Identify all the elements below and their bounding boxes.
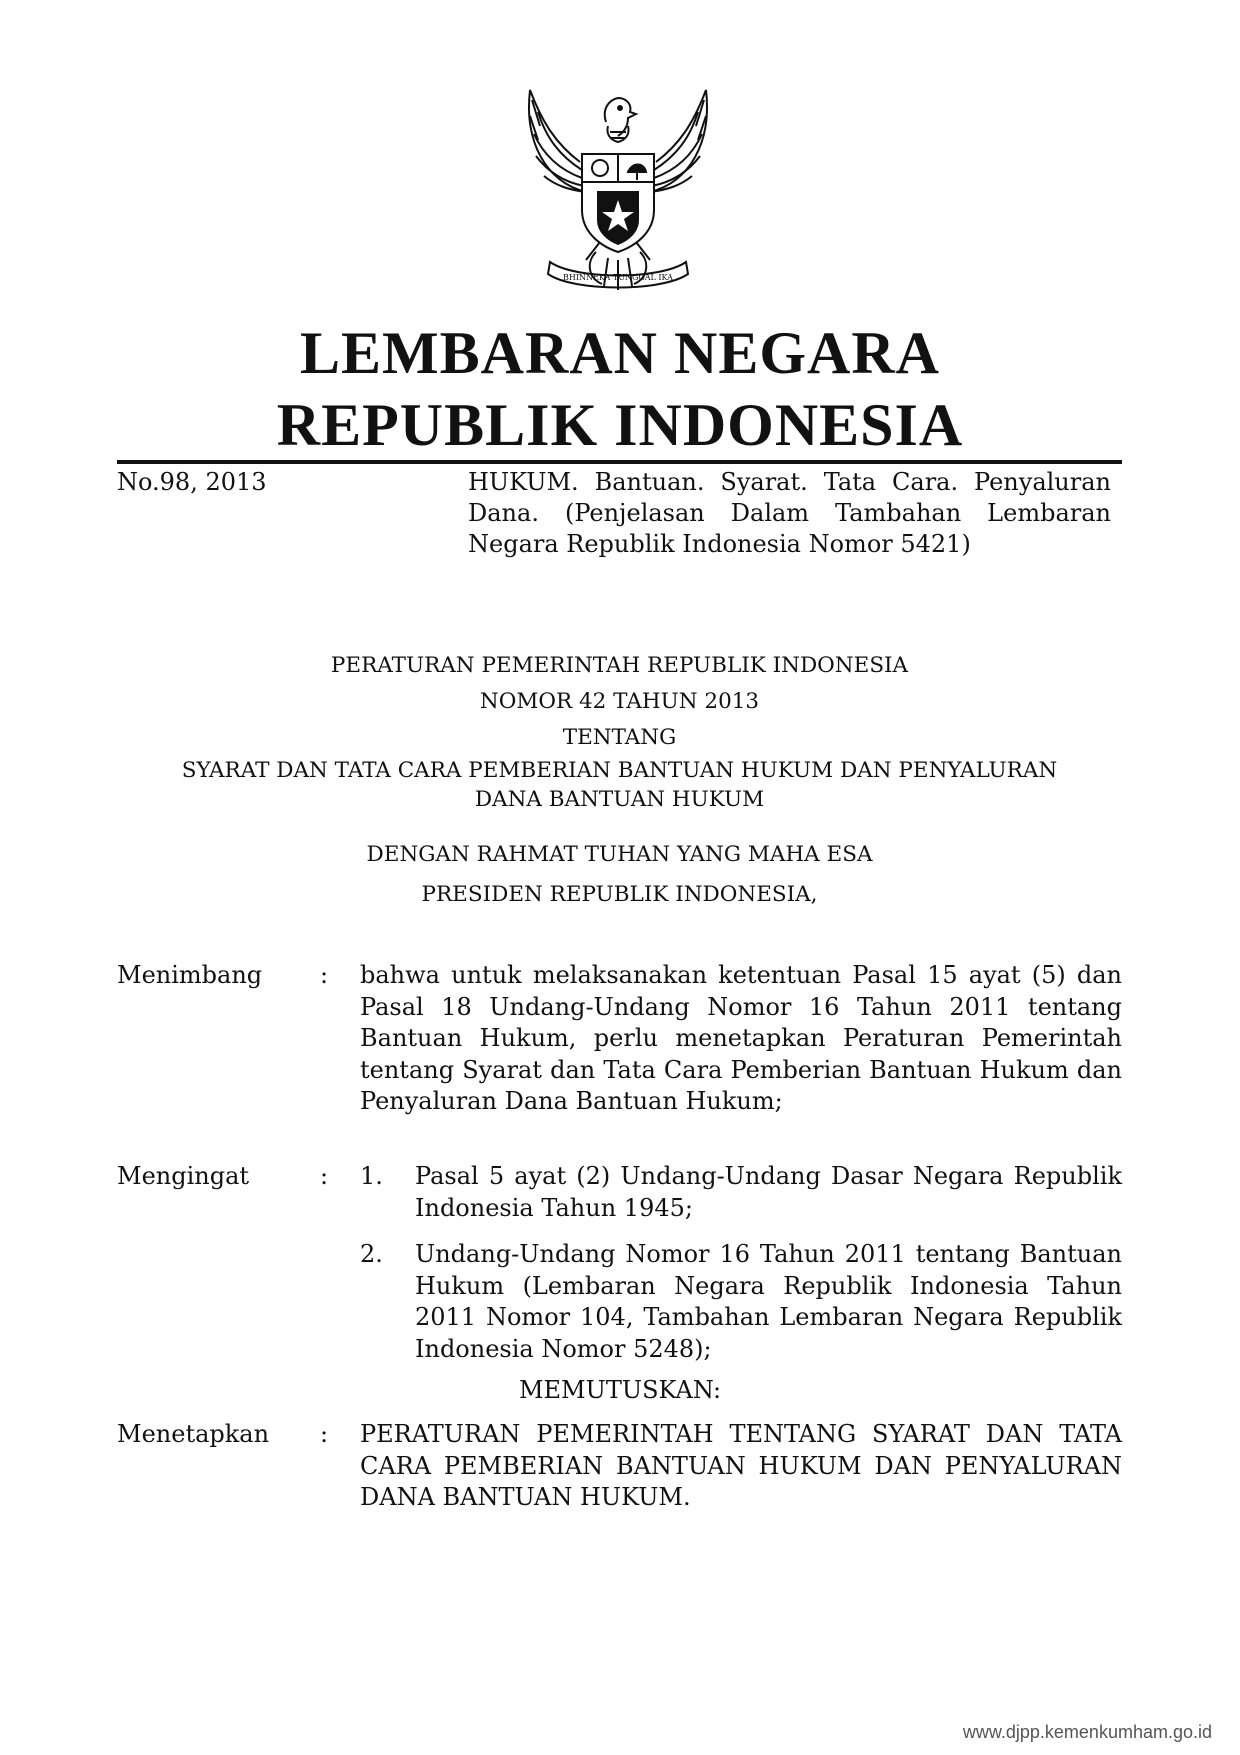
regulation-tentang: TENTANG [562, 725, 677, 750]
regulation-title: PERATURAN PEMERINTAH REPUBLIK INDONESIA [330, 653, 909, 678]
considering-colon: : [320, 961, 329, 989]
header-divider [117, 460, 1122, 464]
establishing-colon: : [320, 1420, 329, 1448]
gazette-summary: HUKUM. Bantuan. Syarat. Tata Cara. Penyaluran Dana. (Penjelasan Dalam Tambahan Lembaran Negara Republik Indonesia Nomor 5421) [468, 468, 1111, 558]
recalling-colon: : [320, 1162, 329, 1190]
president-heading: PRESIDEN REPUBLIK INDONESIA, [421, 882, 818, 907]
recalling-label: Mengingat [117, 1162, 250, 1190]
regulation-number: NOMOR 42 TAHUN 2013 [479, 689, 760, 714]
considering-text: bahwa untuk melaksanakan ketentuan Pasal 15 ayat (5) dan Pasal 18 Undang-Undang Nomor 16 Tahun 2011 tentang Bantuan Hukum, perlu menetapkan Peraturan Pemerintah tentang Syarat dan Tata Cara Pemberian Bantuan Hukum dan Penyaluran Dana Bantuan Hukum; [360, 961, 1122, 1116]
decision-heading: MEMUTUSKAN: [518, 1376, 722, 1404]
svg-text:BHINNEKA TUNGGAL IKA: BHINNEKA TUNGGAL IKA [563, 273, 673, 282]
considering-label: Menimbang [117, 961, 263, 989]
preamble: DENGAN RAHMAT TUHAN YANG MAHA ESA [366, 842, 873, 867]
masthead-title-line1: LEMBARAN NEGARA [299, 320, 941, 386]
garuda-emblem-icon [516, 82, 720, 298]
recalling-item-number: 1. [360, 1162, 383, 1190]
recalling-item-text: Pasal 5 ayat (2) Undang-Undang Dasar Negara Republik Indonesia Tahun 1945; [415, 1162, 1122, 1222]
recalling-item-text: Undang-Undang Nomor 16 Tahun 2011 tentang Bantuan Hukum (Lembaran Negara Republik Indonesia Tahun 2011 Nomor 104, Tambahan Lembaran Negara Republik Indonesia Nomor 5248); [415, 1240, 1122, 1363]
footer-url: www.djpp.kemenkumham.go.id [962, 1722, 1212, 1742]
regulation-subject [117, 756, 1122, 814]
establishing-text: PERATURAN PEMERINTAH TENTANG SYARAT DAN TATA CARA PEMBERIAN BANTUAN HUKUM DAN PENYALURAN DANA BANTUAN HUKUM. [360, 1420, 1122, 1512]
regulation-subject-line1: SYARAT DAN TATA CARA PEMBERIAN BANTUAN HUKUM DAN PENYALURAN [181, 758, 1058, 783]
establishing-label: Menetapkan [117, 1420, 270, 1448]
recalling-item-number: 2. [360, 1240, 383, 1268]
regulation-subject-line2: DANA BANTUAN HUKUM [474, 787, 765, 812]
gazette-number: No.98, 2013 [117, 468, 267, 496]
masthead-title-line2: REPUBLIK INDONESIA [276, 392, 964, 458]
